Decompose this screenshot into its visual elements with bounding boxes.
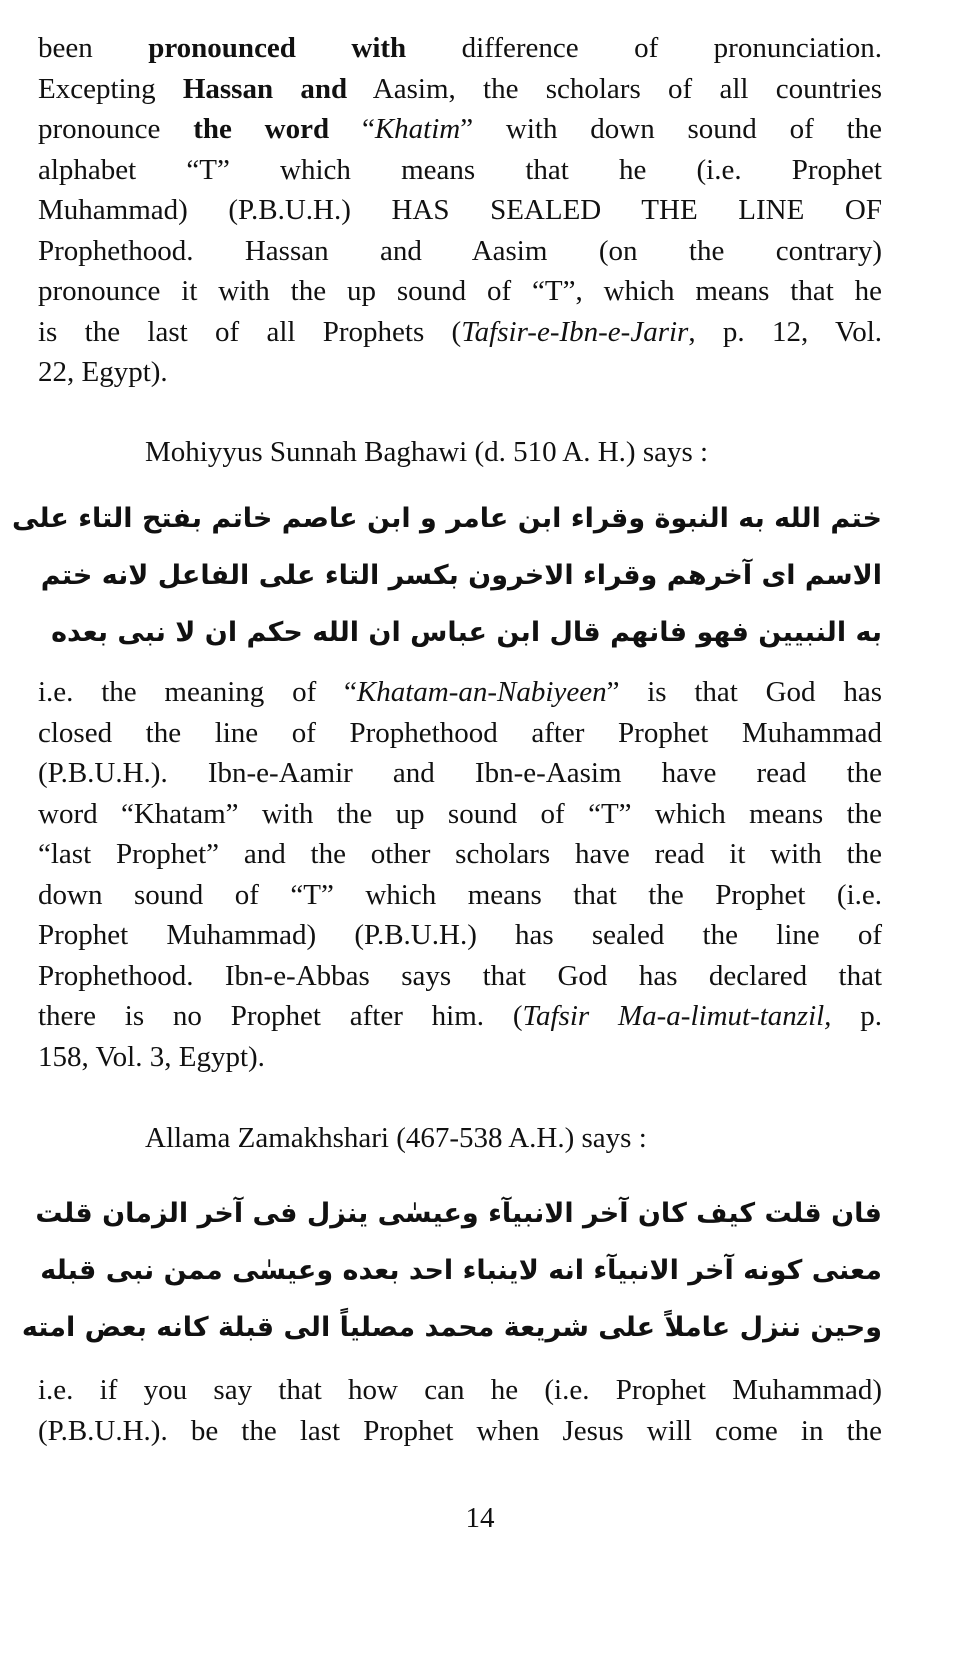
text-segment: closed the line of Prophethood after Prophet Muhammad: [38, 716, 882, 749]
text-line: [38, 150, 882, 190]
text-segment: pronounce: [38, 113, 194, 145]
text-segment: pronounce it with the up sound of “T”, which means that he: [38, 275, 882, 307]
text-line: [38, 915, 882, 955]
arabic-line: فان قلت كيف كان آخر الانبيآء وعيسٰى ينزل فى آخر الزمان قلت: [35, 1198, 882, 1229]
text-line: [38, 956, 882, 996]
arabic-line: به النبيين فهو فانهم قال ابن عباس ان الله حكم ان لا نبى بعده: [51, 617, 882, 648]
text-line: [38, 190, 882, 230]
text-segment: (P.B.U.H.). be the last Prophet when Jesus will come in the: [38, 1414, 882, 1447]
text-line: [38, 352, 882, 392]
text-segment: Muhammad) (P.B.U.H.) HAS SEALED THE LINE OF: [38, 194, 882, 226]
text-segment: Prophet Muhammad) (P.B.U.H.) has sealed the line of: [38, 919, 882, 951]
text-segment: [296, 32, 351, 64]
page-number: 14: [465, 1502, 495, 1534]
text-segment: Khatam-an-Nabiyeen: [356, 676, 607, 708]
text-segment: Hassan and: [182, 72, 348, 105]
text-segment: the word: [193, 113, 330, 145]
text-segment: word “Khatam” with the up sound of “T” which means the: [38, 797, 882, 830]
text-segment: there is no Prophet after him. (: [38, 1000, 523, 1032]
text-segment: ” with down sound of the: [460, 113, 883, 145]
text-line: [38, 672, 882, 712]
text-segment: ” is that God has: [606, 676, 882, 708]
text-segment: with: [351, 32, 407, 64]
text-segment: Tafsir-e-Ibn-e-Jarir: [461, 315, 689, 348]
text-segment: Tafsir Ma-a-limut-tanzil,: [522, 1000, 832, 1032]
text-segment: i.e. if you say that how can he (i.e. Prophet Muhammad): [38, 1374, 882, 1406]
arabic-line: وحين ننزل عاملاً على شريعة محمد مصلياً الى قبلة كانه بعض امته: [21, 1312, 882, 1343]
text-segment: difference of pronunciation.: [406, 32, 882, 64]
text-segment: down sound of “T” which means that the Prophet (i.e.: [38, 878, 882, 911]
text-line: [38, 794, 882, 834]
text-segment: (P.B.U.H.). Ibn-e-Aamir and Ibn-e-Aasim have read the: [38, 757, 882, 789]
text-line: [38, 312, 882, 352]
text-segment: Aasim, the scholars of all countries: [347, 72, 882, 105]
quote-2-intro: Allama Zamakhshari (467-538 A.H.) says :: [145, 1122, 647, 1154]
text-line: [38, 69, 882, 109]
arabic-line: معنى كونه آخر الانبيآء انه لاينباء احد بعده وعيسٰى ممن نبى قبله: [40, 1255, 882, 1286]
text-line: [38, 1037, 882, 1077]
quote-1-intro: Mohiyyus Sunnah Baghawi (d. 510 A. H.) says :: [145, 436, 709, 468]
text-line: [38, 1411, 882, 1451]
arabic-line: الاسم اى آخرهم وقراء الاخرون بكسر التاء على الفاعل لانه ختم: [40, 560, 882, 591]
text-line: [38, 271, 882, 311]
text-line: [38, 875, 882, 915]
text-segment: , p. 12, Vol.: [688, 315, 882, 348]
text-segment: Prophethood. Hassan and Aasim (on the contrary): [38, 234, 882, 267]
text-line: [38, 231, 882, 271]
text-line: [38, 834, 882, 874]
text-line: [38, 1370, 882, 1410]
text-line: [38, 753, 882, 793]
arabic-line: ختم الله به النبوة وقراء ابن عامر و ابن عاصم خاتم بفتح التاء على: [12, 503, 882, 534]
text-segment: is the last of all Prophets (: [38, 315, 462, 348]
text-segment: p.: [831, 1000, 882, 1032]
text-segment: pronounced: [148, 32, 296, 64]
text-segment: Excepting: [38, 72, 183, 105]
text-segment: 22, Egypt).: [38, 356, 168, 388]
text-segment: Khatim: [374, 113, 461, 145]
text-segment: “last Prophet” and the other scholars have read it with the: [38, 838, 882, 870]
text-segment: 158, Vol. 3, Egypt).: [38, 1040, 265, 1073]
text-line: [38, 713, 882, 753]
text-line: [38, 996, 882, 1036]
text-segment: been: [38, 32, 149, 64]
text-line: [38, 28, 882, 68]
text-line: [38, 109, 882, 149]
text-segment: Prophethood. Ibn-e-Abbas says that God has declared that: [38, 959, 882, 992]
text-segment: alphabet “T” which means that he (i.e. Prophet: [38, 153, 882, 186]
text-segment: i.e. the meaning of “: [38, 676, 357, 708]
text-segment: “: [329, 113, 375, 145]
